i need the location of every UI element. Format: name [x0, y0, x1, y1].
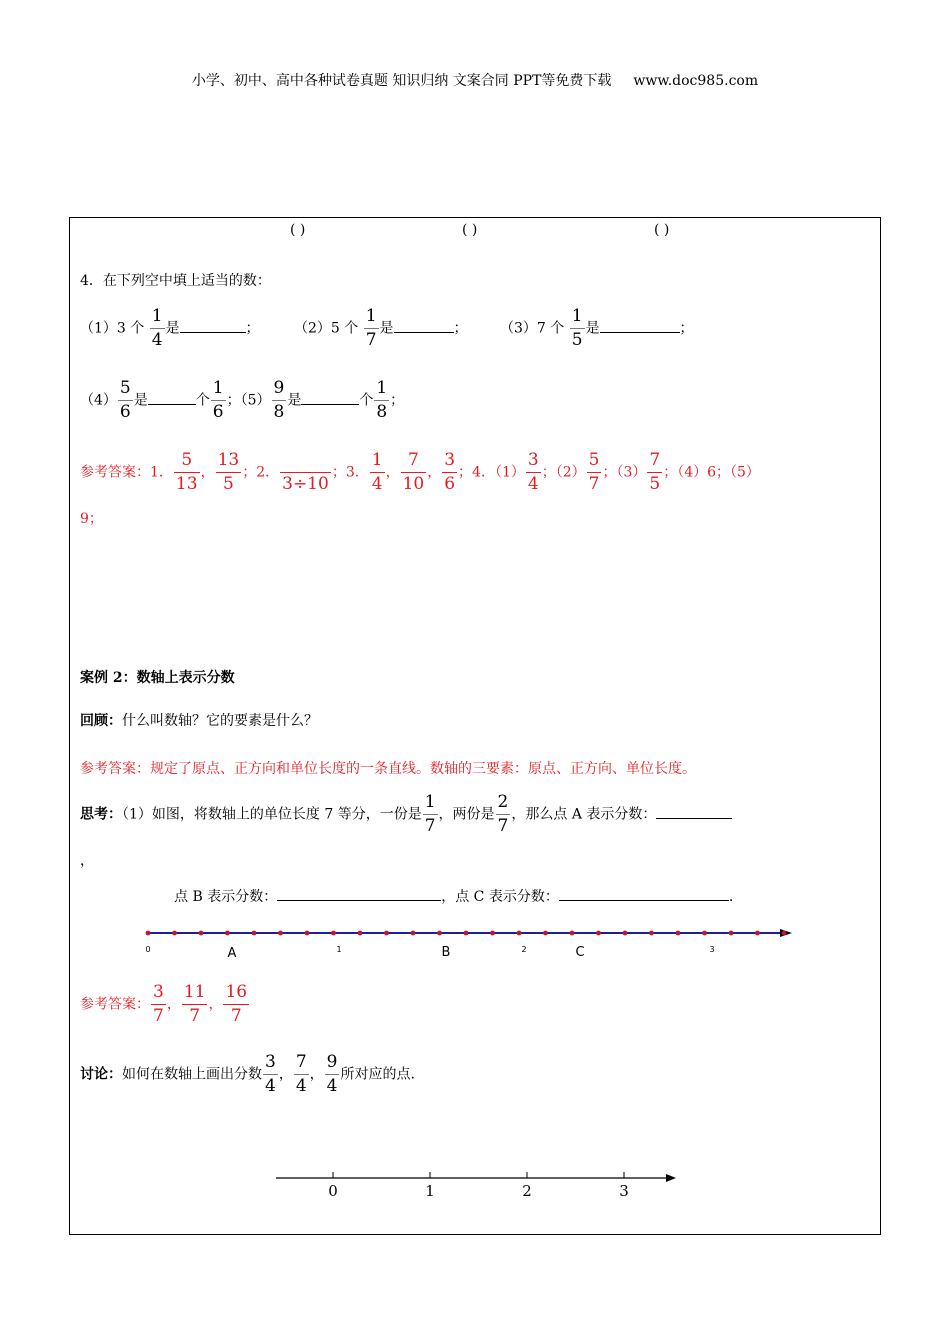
blank-line[interactable] — [301, 390, 359, 405]
tick-mark — [490, 931, 495, 936]
answer-text: ；2． — [242, 464, 280, 481]
fraction: $\frac{1}{4}$ — [151, 306, 163, 350]
tick-mark — [411, 931, 416, 936]
axis-label-0: 0 — [328, 1182, 338, 1200]
separator: ； — [453, 320, 468, 337]
fraction: $\frac{5}{6}$ — [119, 378, 131, 422]
answer-paren-2: ( ) — [462, 222, 478, 238]
tick-mark — [649, 931, 654, 936]
fraction: $\frac{1}{5}$ — [571, 306, 583, 350]
fraction: $\frac{1}{6}$ — [212, 378, 224, 422]
blank-line[interactable] — [559, 886, 729, 901]
q4-row-2 — [80, 380, 404, 421]
discuss-text: 如何在数轴上画出分数 — [122, 1066, 262, 1083]
review-text: 什么叫数轴？它的要素是什么？ — [122, 713, 318, 729]
q4-p4-after: 是 — [133, 392, 148, 409]
end-dot: . — [728, 889, 734, 905]
axis-label-2: 2 — [521, 945, 527, 954]
fraction: $\frac{11}{7}$ — [183, 982, 206, 1026]
tick-mark — [225, 931, 230, 936]
fraction: $\frac{9}{4}$ — [326, 1052, 338, 1096]
fraction: $\frac{3}{7}$ — [153, 982, 164, 1026]
tick-mark — [755, 931, 760, 936]
blank-line[interactable] — [180, 318, 246, 333]
tick-mark — [305, 931, 310, 936]
q4-p2-label: （2）5 个 — [294, 320, 359, 337]
tick-mark — [782, 931, 787, 936]
header-url: www.doc985.com — [633, 73, 759, 89]
q4-p3-after: 是 — [585, 320, 600, 337]
number-line-blank — [270, 1162, 690, 1206]
tick-mark — [437, 931, 442, 936]
axis-label-2: 2 — [522, 1182, 532, 1200]
comma: ， — [200, 464, 215, 481]
q4-p5-end: ； — [390, 392, 405, 409]
answer-text: ；（2） — [541, 464, 586, 481]
tick-mark — [676, 931, 681, 936]
q4-p4-ge: 个 — [195, 392, 210, 409]
comma: ， — [166, 996, 181, 1013]
tick-mark — [543, 931, 548, 936]
comma: ， — [208, 996, 223, 1013]
blank-line[interactable] — [600, 318, 680, 333]
comma: ， — [309, 1066, 324, 1083]
fraction: $\frac{7}{4}$ — [295, 1052, 307, 1096]
tick-mark — [146, 931, 151, 936]
fraction: $\frac{1}{7}$ — [424, 792, 436, 836]
page-header — [0, 70, 950, 90]
fraction: $\frac{3}{4}$ — [527, 450, 539, 494]
blank-line[interactable] — [656, 804, 732, 819]
think-text: （1）如图，将数轴上的单位长度 7 等分，一份是 — [122, 806, 422, 823]
axis-label-0: 0 — [145, 945, 151, 954]
q4-p4-label: （4） — [80, 392, 117, 409]
q4-p4-end: ； — [226, 392, 241, 409]
q4-p5-after: 是 — [287, 392, 302, 409]
fraction: $\frac{7}{5}$ — [649, 450, 661, 494]
q4-row-1b — [294, 308, 468, 349]
fraction: $\frac{3}{6}$ — [444, 450, 456, 494]
fraction: 3÷10 — [280, 452, 331, 493]
tick-mark — [199, 931, 204, 936]
fraction: $\frac{1}{8}$ — [376, 378, 388, 422]
fraction: $\frac{13}{5}$ — [217, 450, 240, 494]
answer-text: ；（3） — [602, 464, 647, 481]
fraction: $\frac{1}{4}$ — [371, 450, 383, 494]
tick-mark — [252, 931, 257, 936]
q4-p1-label: （1）3 个 — [80, 320, 145, 337]
number-line-sevenths — [140, 918, 800, 966]
point-label-a: A — [227, 946, 237, 961]
q4-title: 4．在下列空中填上适当的数： — [80, 273, 271, 289]
content-box — [69, 217, 881, 1235]
answer-prefix: 参考答案：1． — [80, 464, 173, 481]
review-answer: 参考答案：规定了原点、正方向和单位长度的一条直线。数轴的三要素：原点、正方向、单位长度。 — [80, 761, 696, 777]
answer-prefix: 参考答案： — [80, 996, 150, 1013]
blank-line[interactable] — [277, 886, 441, 901]
discuss-text: 所对应的点. — [340, 1066, 415, 1083]
tick-mark — [331, 931, 336, 936]
tick-mark — [517, 931, 522, 936]
review-line — [80, 710, 318, 730]
answer-text: ；3． — [331, 464, 369, 481]
tick-mark — [358, 931, 363, 936]
comma: ， — [427, 464, 442, 481]
blank-line[interactable] — [148, 390, 196, 405]
fraction: $\frac{16}{7}$ — [225, 982, 248, 1026]
b-text: 点 B 表示分数： — [174, 889, 278, 905]
q4-p5-label: （5） — [240, 392, 271, 409]
fraction: $\frac{3}{4}$ — [265, 1052, 276, 1096]
answer-paren-1: ( ) — [290, 222, 306, 238]
q4-row-1 — [80, 308, 260, 349]
separator: ； — [245, 320, 260, 337]
point-label-c: C — [575, 945, 585, 960]
tick-mark — [596, 931, 601, 936]
tick-mark — [464, 931, 469, 936]
case2-title: 案例 2：数轴上表示分数 — [80, 670, 235, 686]
axis-label-1: 1 — [336, 945, 342, 954]
axis-label-1: 1 — [425, 1182, 435, 1200]
answer-text: ；（4）6；（5） — [663, 464, 760, 481]
tick-mark — [172, 931, 177, 936]
think-tail: ， — [80, 853, 94, 869]
point-label-b: B — [441, 945, 451, 960]
c-text: ，点 C 表示分数： — [441, 889, 559, 905]
think-text: ，那么点 A 表示分数： — [511, 806, 657, 823]
header-text: 小学、初中、高中各种试卷真题 知识归纳 文案合同 PPT等免费下载 — [191, 73, 612, 89]
blank-line[interactable] — [394, 318, 454, 333]
q4-p1-after: 是 — [165, 320, 180, 337]
axis-arrow — [666, 1174, 676, 1182]
tick-mark — [729, 931, 734, 936]
fraction: $\frac{5}{13}$ — [175, 450, 198, 494]
tick-mark — [623, 931, 628, 936]
think-text: ，两份是 — [438, 806, 495, 823]
fraction: $\frac{5}{7}$ — [588, 450, 600, 494]
fraction: $\frac{1}{7}$ — [365, 306, 377, 350]
fraction: $\frac{2}{7}$ — [497, 792, 509, 836]
discuss-label: 讨论： — [80, 1066, 122, 1083]
points-bc-line — [174, 886, 733, 906]
tick-mark — [384, 931, 389, 936]
tick-mark — [570, 931, 575, 936]
answer-2 — [80, 984, 250, 1025]
separator: ； — [679, 320, 694, 337]
answer-text: ；4．（1） — [458, 464, 525, 481]
fraction: $\frac{7}{10}$ — [402, 450, 425, 494]
think-line — [80, 794, 732, 835]
axis-label-3: 3 — [709, 945, 715, 954]
answer-paren-3: ( ) — [654, 222, 670, 238]
q4-p2-after: 是 — [379, 320, 394, 337]
discuss-line — [80, 1054, 415, 1095]
think-label: 思考： — [80, 806, 122, 823]
review-label: 回顾： — [80, 713, 122, 729]
axis-label-3: 3 — [619, 1182, 629, 1200]
q4-row-1c — [500, 308, 694, 349]
comma: ， — [385, 464, 400, 481]
fraction: $\frac{9}{8}$ — [273, 378, 285, 422]
comma: ， — [278, 1066, 293, 1083]
tick-mark — [702, 931, 707, 936]
tick-mark — [278, 931, 283, 936]
answer-1-line2: 9； — [80, 511, 103, 527]
q4-p3-label: （3）7 个 — [500, 320, 565, 337]
q4-p5-ge: 个 — [359, 392, 374, 409]
answer-1 — [80, 452, 760, 493]
